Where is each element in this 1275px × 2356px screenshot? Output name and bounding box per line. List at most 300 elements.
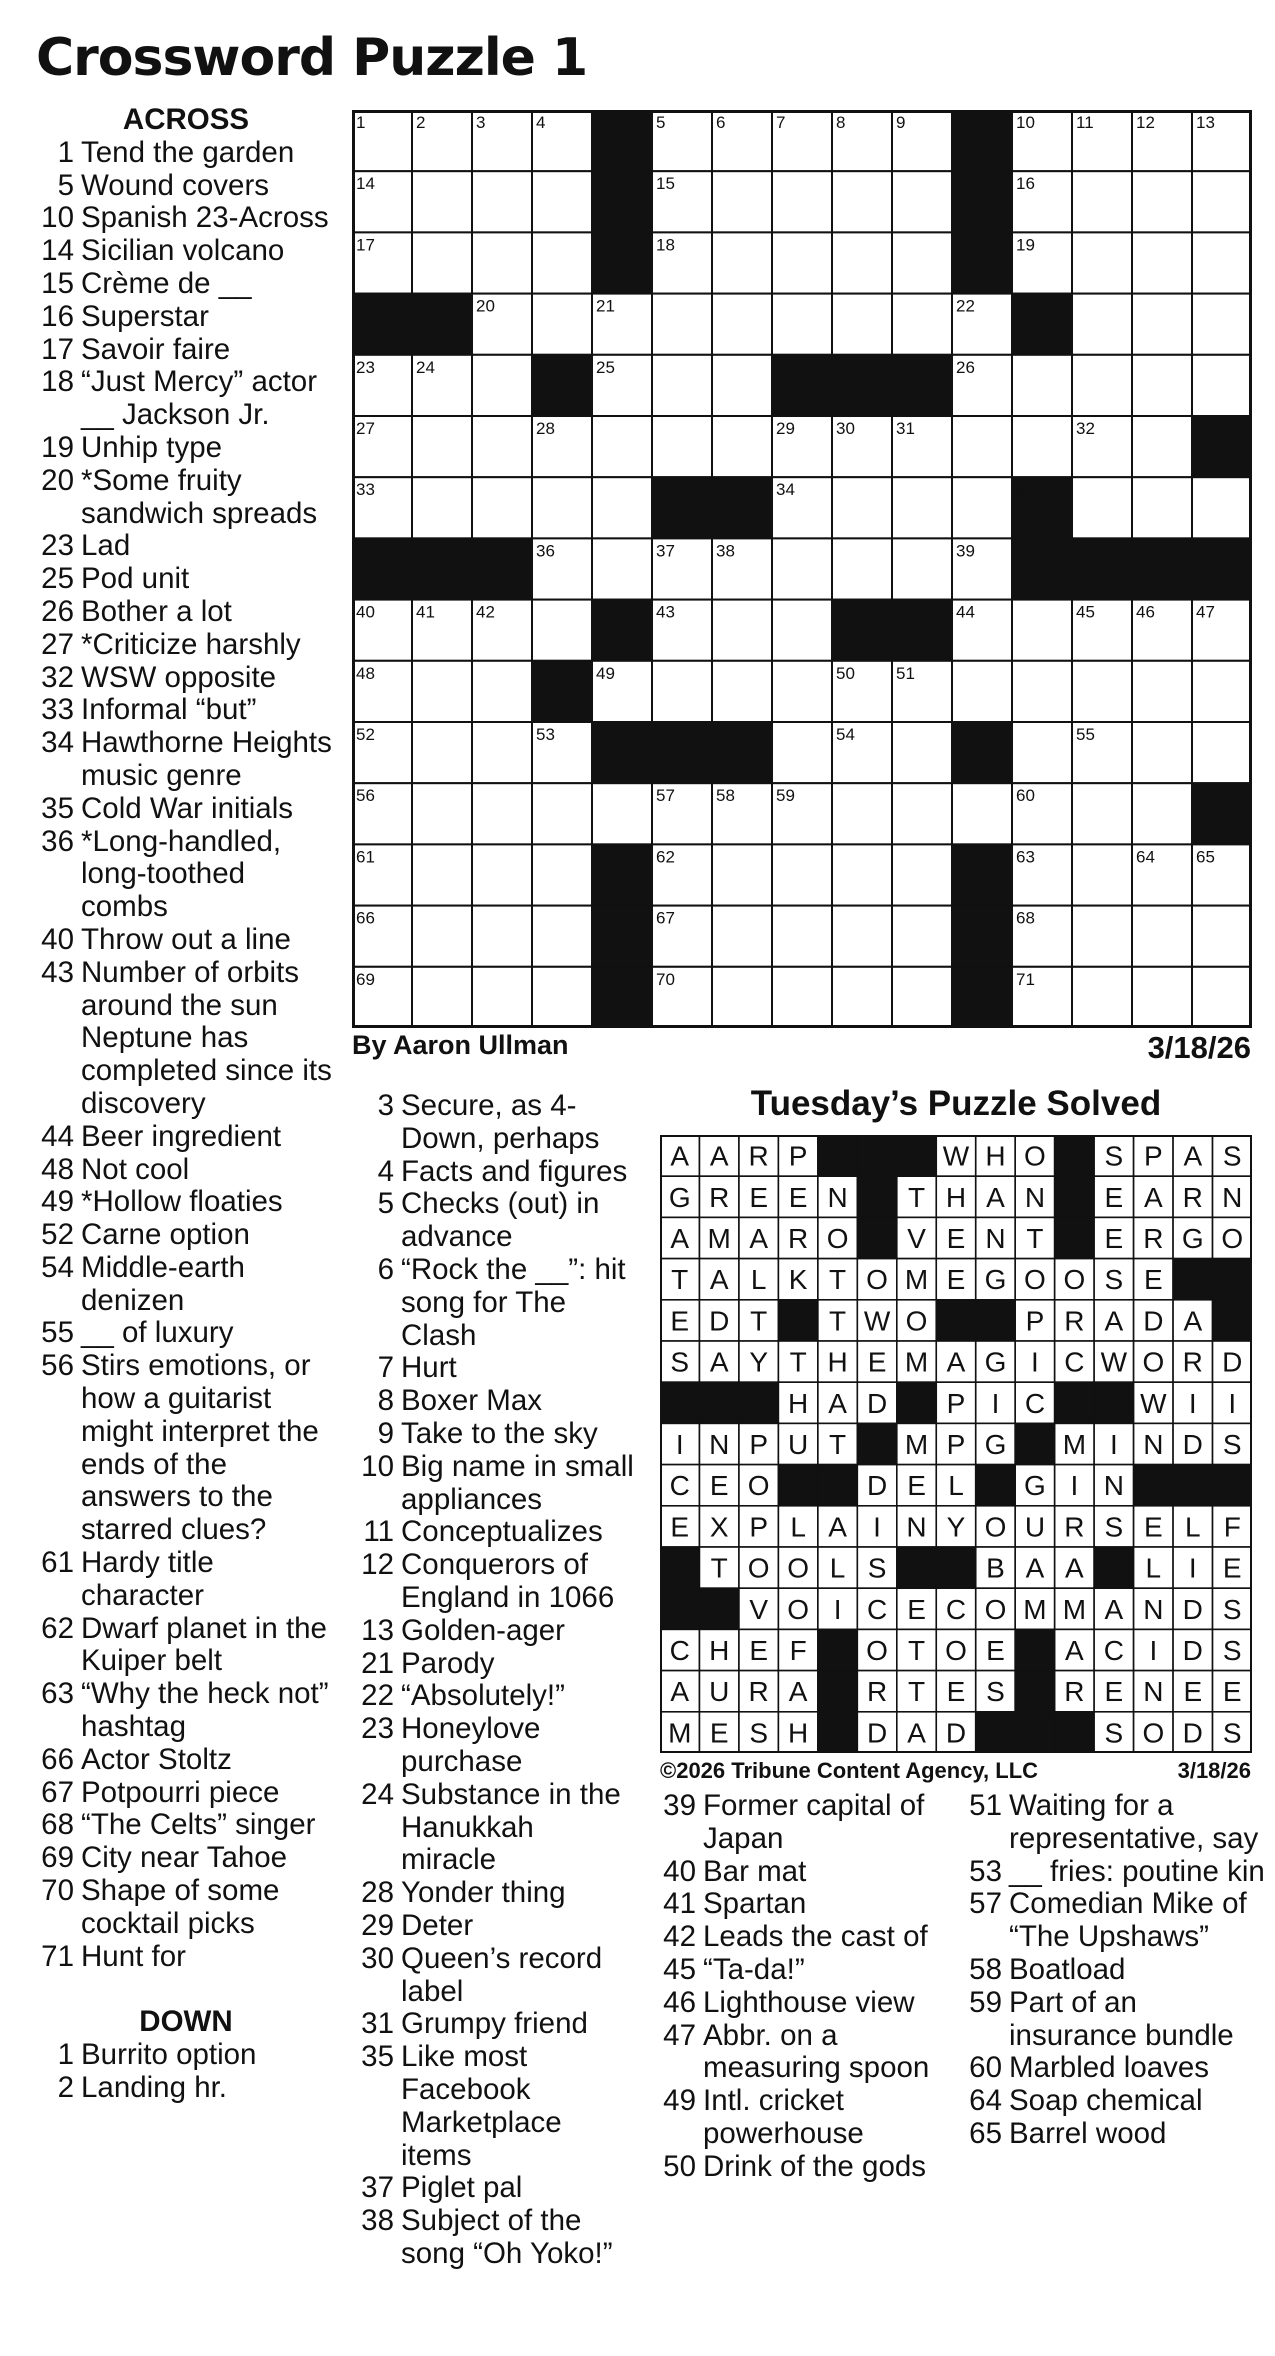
grid-cell[interactable] (532, 906, 592, 967)
clue-item (964, 2118, 1269, 2151)
grid-cell[interactable] (1192, 232, 1252, 293)
crossword-grid-svg[interactable] (352, 110, 1252, 1028)
clue-number: 15 (41, 266, 74, 300)
solution-letter: A (670, 1676, 690, 1708)
grid-number: 50 (836, 663, 855, 683)
solution-block (1094, 1382, 1133, 1423)
grid-cell[interactable] (892, 171, 952, 232)
grid-block (832, 355, 892, 416)
grid-cell[interactable] (592, 783, 652, 844)
clue-number: 26 (41, 594, 74, 628)
grid-cell[interactable] (1132, 661, 1192, 722)
grid-cell[interactable] (772, 906, 832, 967)
grid-cell[interactable] (832, 967, 892, 1028)
solution-letter: M (1062, 1429, 1087, 1460)
grid-cell[interactable] (652, 355, 712, 416)
solution-letter: I (1070, 1470, 1079, 1502)
grid-cell[interactable] (712, 600, 772, 661)
grid-block (652, 722, 712, 783)
grid-cell[interactable] (1192, 967, 1252, 1028)
solution-letter: E (986, 1635, 1005, 1666)
solution-letter: E (1104, 1676, 1124, 1708)
grid-cell[interactable] (412, 477, 472, 538)
grid-number: 10 (1016, 113, 1035, 132)
grid-cell[interactable] (712, 355, 772, 416)
grid-number: 38 (716, 541, 735, 561)
clue-item (36, 2039, 336, 2072)
down-heading: DOWN (139, 2005, 233, 2039)
clue-item (658, 1888, 958, 1921)
clue-text: Waiting for a representative, say (1009, 1789, 1259, 1855)
solution-letter: O (1142, 1717, 1165, 1749)
clue-item (658, 2085, 958, 2151)
grid-cell[interactable] (712, 661, 772, 722)
grid-cell[interactable] (832, 171, 892, 232)
grid-cell[interactable] (532, 171, 592, 232)
grid-cell[interactable] (472, 722, 532, 783)
grid-cell[interactable] (412, 171, 472, 232)
grid-block (352, 294, 412, 355)
grid-cell[interactable] (892, 967, 952, 1028)
clue-item (356, 2008, 636, 2041)
grid-cell[interactable] (772, 232, 832, 293)
clue-text: Soap chemical (1009, 2084, 1203, 2118)
clue-text: Carne option (81, 1218, 250, 1252)
solution-letter: A (670, 1223, 690, 1254)
solution-letter: H (827, 1346, 848, 1378)
solution-letter: T (829, 1305, 847, 1337)
solution-letter: A (670, 1140, 690, 1172)
solution-block (699, 1382, 738, 1423)
clue-item (36, 202, 336, 235)
solution-letter: N (906, 1511, 927, 1543)
solution-block (1055, 1712, 1094, 1753)
solution-letter: W (1140, 1387, 1167, 1419)
clue-number: 30 (361, 1941, 394, 1975)
solution-letter: D (866, 1717, 888, 1749)
grid-cell[interactable] (532, 783, 592, 844)
solution-grid (660, 1135, 1252, 1753)
clue-text: Boatload (1009, 1952, 1126, 1986)
page-title: Crossword Puzzle 1 (36, 28, 588, 88)
grid-number: 48 (356, 663, 375, 683)
grid-cell[interactable] (892, 844, 952, 905)
down-clues-column-2 (356, 1090, 636, 2271)
solution-letter: P (946, 1387, 966, 1419)
clue-item (36, 924, 336, 957)
clue-item (658, 1921, 958, 1954)
solution-letter: E (1143, 1511, 1163, 1543)
solution-letter: C (1024, 1387, 1046, 1419)
solution-letter: A (907, 1717, 926, 1749)
grid-cell[interactable] (592, 477, 652, 538)
clue-text: Leads the cast of (703, 1920, 928, 1954)
grid-cell[interactable] (1132, 967, 1192, 1028)
solution-letter: C (1103, 1635, 1124, 1666)
solution-block (818, 1135, 857, 1176)
clue-text: Conceptualizes (401, 1515, 603, 1549)
grid-number: 26 (956, 357, 975, 377)
grid-cell[interactable] (1132, 722, 1192, 783)
solution-letter: U (1024, 1511, 1046, 1543)
grid-cell[interactable] (1132, 477, 1192, 538)
grid-cell[interactable] (1072, 844, 1132, 905)
grid-block (1132, 538, 1192, 599)
solution-letter: N (709, 1429, 730, 1460)
grid-cell[interactable] (472, 355, 532, 416)
grid-cell[interactable] (472, 232, 532, 293)
clue-item (36, 1613, 336, 1679)
clue-text: Tend the garden (81, 135, 295, 169)
grid-cell[interactable] (592, 538, 652, 599)
solution-letter: G (984, 1264, 1007, 1296)
clue-number: 12 (361, 1548, 394, 1582)
solution-letter: A (986, 1181, 1005, 1213)
solution-letter: D (1182, 1429, 1203, 1460)
grid-block (952, 906, 1012, 967)
solution-letter: T (789, 1346, 807, 1378)
grid-number: 39 (956, 541, 975, 561)
solution-letter: L (1185, 1511, 1201, 1543)
solution-block (1173, 1465, 1212, 1506)
grid-cell[interactable] (712, 906, 772, 967)
clue-item (356, 1516, 636, 1549)
solution-block (897, 1547, 936, 1588)
grid-cell[interactable] (1192, 477, 1252, 538)
grid-block (952, 722, 1012, 783)
grid-cell[interactable] (412, 416, 472, 477)
grid-cell[interactable] (712, 416, 772, 477)
grid-number: 43 (656, 602, 675, 622)
grid-cell[interactable] (412, 906, 472, 967)
solution-letter: N (1222, 1181, 1243, 1213)
clue-item (356, 2041, 636, 2172)
grid-block (592, 722, 652, 783)
grid-cell[interactable] (1192, 661, 1252, 722)
clue-number: 1 (57, 135, 74, 169)
across-clues (36, 104, 336, 2105)
grid-cell[interactable] (532, 294, 592, 355)
clue-item (658, 2020, 958, 2086)
grid-cell[interactable] (532, 967, 592, 1028)
clue-item (36, 793, 336, 826)
down-clues-column-3 (658, 1790, 958, 2184)
grid-cell[interactable] (1072, 355, 1132, 416)
grid-cell[interactable] (952, 661, 1012, 722)
clue-text: Spartan (703, 1887, 807, 1921)
clue-item (964, 1954, 1269, 1987)
clue-item (36, 662, 336, 695)
clue-number: 48 (41, 1152, 74, 1186)
grid-number: 19 (1016, 235, 1035, 255)
clue-item (36, 1744, 336, 1777)
solution-letter: N (1143, 1593, 1164, 1625)
grid-cell[interactable] (1192, 294, 1252, 355)
clue-item (356, 1188, 636, 1254)
crossword-grid[interactable] (352, 110, 1252, 1028)
solution-letter: F (1223, 1511, 1241, 1543)
grid-cell[interactable] (532, 232, 592, 293)
clue-number: 53 (969, 1854, 1002, 1888)
grid-number: 52 (356, 725, 375, 744)
down-clues-column-4 (964, 1790, 1269, 2151)
grid-cell[interactable] (1132, 416, 1192, 477)
grid-number: 33 (356, 480, 375, 500)
grid-cell[interactable] (1192, 171, 1252, 232)
clue-number: 10 (361, 1449, 394, 1483)
grid-block (592, 232, 652, 293)
solution-letter: S (1104, 1511, 1124, 1543)
grid-cell[interactable] (412, 722, 472, 783)
solution-letter: T (750, 1305, 768, 1337)
clue-text: “Absolutely!” (401, 1679, 565, 1713)
grid-cell[interactable] (532, 477, 592, 538)
grid-cell[interactable] (772, 722, 832, 783)
solution-letter: O (787, 1593, 810, 1625)
grid-cell[interactable] (1072, 171, 1132, 232)
solution-letter: H (788, 1387, 809, 1419)
grid-cell[interactable] (712, 967, 772, 1028)
grid-cell[interactable] (1132, 783, 1192, 844)
grid-cell[interactable] (892, 783, 952, 844)
solution-letter: N (1024, 1181, 1046, 1213)
grid-cell[interactable] (772, 171, 832, 232)
clue-item (964, 1888, 1269, 1954)
grid-cell[interactable] (1012, 600, 1072, 661)
grid-cell[interactable] (1072, 477, 1132, 538)
grid-cell[interactable] (832, 906, 892, 967)
clue-item (36, 1121, 336, 1154)
clue-number: 5 (377, 1187, 394, 1221)
grid-cell[interactable] (1012, 722, 1072, 783)
grid-cell[interactable] (892, 538, 952, 599)
grid-block (592, 600, 652, 661)
grid-cell[interactable] (1012, 661, 1072, 722)
grid-number: 15 (656, 174, 675, 194)
solution-letter: E (670, 1511, 690, 1543)
grid-cell[interactable] (832, 232, 892, 293)
grid-cell[interactable] (952, 416, 1012, 477)
grid-cell[interactable] (952, 783, 1012, 844)
solution-block (857, 1217, 896, 1258)
grid-cell[interactable] (832, 844, 892, 905)
solution-letter: C (1064, 1346, 1085, 1378)
clue-item (36, 1941, 336, 1974)
grid-cell[interactable] (892, 232, 952, 293)
grid-cell[interactable] (532, 844, 592, 905)
clue-text: Like most Facebook Marketplace items (401, 2040, 562, 2172)
grid-cell[interactable] (472, 477, 532, 538)
grid-cell[interactable] (892, 722, 952, 783)
clue-number: 22 (361, 1679, 394, 1713)
solution-letter: T (907, 1676, 926, 1708)
grid-cell[interactable] (1072, 294, 1132, 355)
grid-cell[interactable] (1132, 171, 1192, 232)
clue-number: 5 (57, 168, 74, 202)
solution-letter: L (1145, 1552, 1162, 1584)
solution-letter: A (828, 1387, 847, 1419)
grid-cell[interactable] (712, 171, 772, 232)
solution-block (976, 1465, 1015, 1506)
clue-text: __ of luxury (81, 1316, 234, 1350)
grid-number: 36 (536, 541, 555, 561)
solution-letter: D (945, 1717, 967, 1749)
solution-letter: A (788, 1676, 808, 1708)
grid-cell[interactable] (1132, 294, 1192, 355)
grid-cell[interactable] (832, 294, 892, 355)
clue-number: 16 (41, 299, 74, 333)
clue-text: Boxer Max (401, 1384, 542, 1418)
solution-letter: N (1143, 1429, 1164, 1460)
grid-cell[interactable] (772, 600, 832, 661)
solution-letter: E (749, 1181, 769, 1213)
solution-block (936, 1300, 975, 1341)
grid-cell[interactable] (1072, 967, 1132, 1028)
clue-text: Queen’s record label (401, 1941, 603, 2008)
grid-cell[interactable] (1192, 355, 1252, 416)
grid-block (592, 171, 652, 232)
solution-letter: A (1025, 1552, 1045, 1584)
grid-cell[interactable] (412, 232, 472, 293)
grid-cell[interactable] (1072, 906, 1132, 967)
clue-number: 47 (663, 2018, 696, 2052)
grid-cell[interactable] (952, 477, 1012, 538)
clue-text: Abbr. on a measuring spoon (703, 2018, 930, 2085)
grid-cell[interactable] (472, 171, 532, 232)
clue-text: Parody (401, 1646, 495, 1680)
grid-cell[interactable] (772, 538, 832, 599)
grid-cell[interactable] (472, 906, 532, 967)
solution-letter: R (788, 1223, 809, 1254)
grid-cell[interactable] (1072, 783, 1132, 844)
grid-cell[interactable] (1072, 661, 1132, 722)
grid-cell[interactable] (652, 661, 712, 722)
clue-number: 31 (361, 2007, 394, 2041)
clue-text: Part of an insurance bundle (1009, 1985, 1234, 2052)
grid-cell[interactable] (532, 600, 592, 661)
grid-cell[interactable] (412, 783, 472, 844)
solution-letter: A (1104, 1593, 1124, 1625)
clue-item (36, 530, 336, 563)
solution-letter: W (863, 1305, 891, 1337)
grid-cell[interactable] (472, 844, 532, 905)
grid-cell[interactable] (832, 477, 892, 538)
grid-cell[interactable] (1012, 416, 1072, 477)
solution-block (699, 1588, 738, 1629)
grid-cell[interactable] (1072, 232, 1132, 293)
solution-letter: M (904, 1346, 929, 1378)
grid-number: 28 (536, 419, 555, 438)
grid-number: 47 (1196, 602, 1215, 622)
grid-cell[interactable] (832, 538, 892, 599)
grid-cell[interactable] (772, 661, 832, 722)
grid-cell[interactable] (472, 416, 532, 477)
grid-cell[interactable] (1132, 906, 1192, 967)
solution-letter: R (866, 1676, 888, 1708)
grid-block (592, 110, 652, 171)
grid-cell[interactable] (412, 844, 472, 905)
clue-number: 8 (377, 1384, 394, 1418)
grid-cell[interactable] (652, 416, 712, 477)
grid-cell[interactable] (412, 967, 472, 1028)
grid-cell[interactable] (652, 294, 712, 355)
grid-cell[interactable] (472, 783, 532, 844)
solution-letter: A (1065, 1552, 1084, 1584)
clue-item (36, 268, 336, 301)
clue-item (356, 2205, 636, 2271)
solution-block (1015, 1671, 1054, 1712)
clue-text: Former capital of Japan (703, 1789, 925, 1855)
grid-cell[interactable] (772, 967, 832, 1028)
grid-number: 46 (1136, 602, 1155, 622)
clue-item (36, 170, 336, 203)
clue-text: Drink of the gods (703, 2149, 927, 2183)
solution-letter: S (986, 1676, 1005, 1708)
clue-item (36, 1252, 336, 1318)
grid-cell[interactable] (832, 783, 892, 844)
clue-number: 44 (41, 1119, 74, 1153)
grid-cell[interactable] (892, 294, 952, 355)
grid-cell[interactable] (1132, 232, 1192, 293)
grid-cell[interactable] (412, 661, 472, 722)
clue-number: 39 (663, 1789, 696, 1822)
grid-cell[interactable] (772, 844, 832, 905)
solution-letter: T (671, 1264, 689, 1296)
solution-block (818, 1465, 857, 1506)
solution-letter: P (1143, 1140, 1163, 1172)
grid-number: 51 (896, 663, 915, 683)
solution-block (936, 1547, 975, 1588)
solution-letter: Y (749, 1346, 769, 1378)
solution-letter: T (829, 1429, 847, 1460)
grid-cell[interactable] (472, 661, 532, 722)
clue-text: Yonder thing (401, 1876, 566, 1910)
solution-block (857, 1135, 896, 1176)
solution-letter: I (833, 1593, 842, 1625)
solution-letter: V (907, 1223, 926, 1254)
solution-letter: E (946, 1676, 966, 1708)
grid-cell[interactable] (772, 294, 832, 355)
grid-cell[interactable] (712, 294, 772, 355)
solution-letter: O (945, 1635, 967, 1666)
grid-cell[interactable] (592, 416, 652, 477)
solution-letter: E (946, 1264, 966, 1296)
solution-letter: C (669, 1635, 690, 1666)
grid-cell[interactable] (1012, 355, 1072, 416)
grid-cell[interactable] (472, 967, 532, 1028)
grid-cell[interactable] (892, 906, 952, 967)
clue-number: 52 (41, 1218, 74, 1252)
grid-cell[interactable] (712, 232, 772, 293)
grid-block (712, 477, 772, 538)
clue-item (356, 1648, 636, 1681)
grid-cell[interactable] (1132, 355, 1192, 416)
grid-cell[interactable] (892, 477, 952, 538)
grid-number: 31 (896, 419, 915, 438)
solution-letter: T (710, 1552, 728, 1584)
grid-block (1192, 416, 1252, 477)
clue-item (658, 1987, 958, 2020)
grid-number: 17 (356, 235, 375, 255)
clue-text: Conquerors of England in 1066 (401, 1548, 615, 1614)
grid-cell[interactable] (1192, 722, 1252, 783)
grid-cell[interactable] (712, 844, 772, 905)
clue-text: Lighthouse view (703, 1985, 915, 2019)
solution-block (1055, 1217, 1094, 1258)
solution-letter: I (991, 1387, 1000, 1419)
clue-text: Dwarf planet in the Kuiper belt (81, 1611, 327, 1678)
grid-cell[interactable] (1192, 906, 1252, 967)
